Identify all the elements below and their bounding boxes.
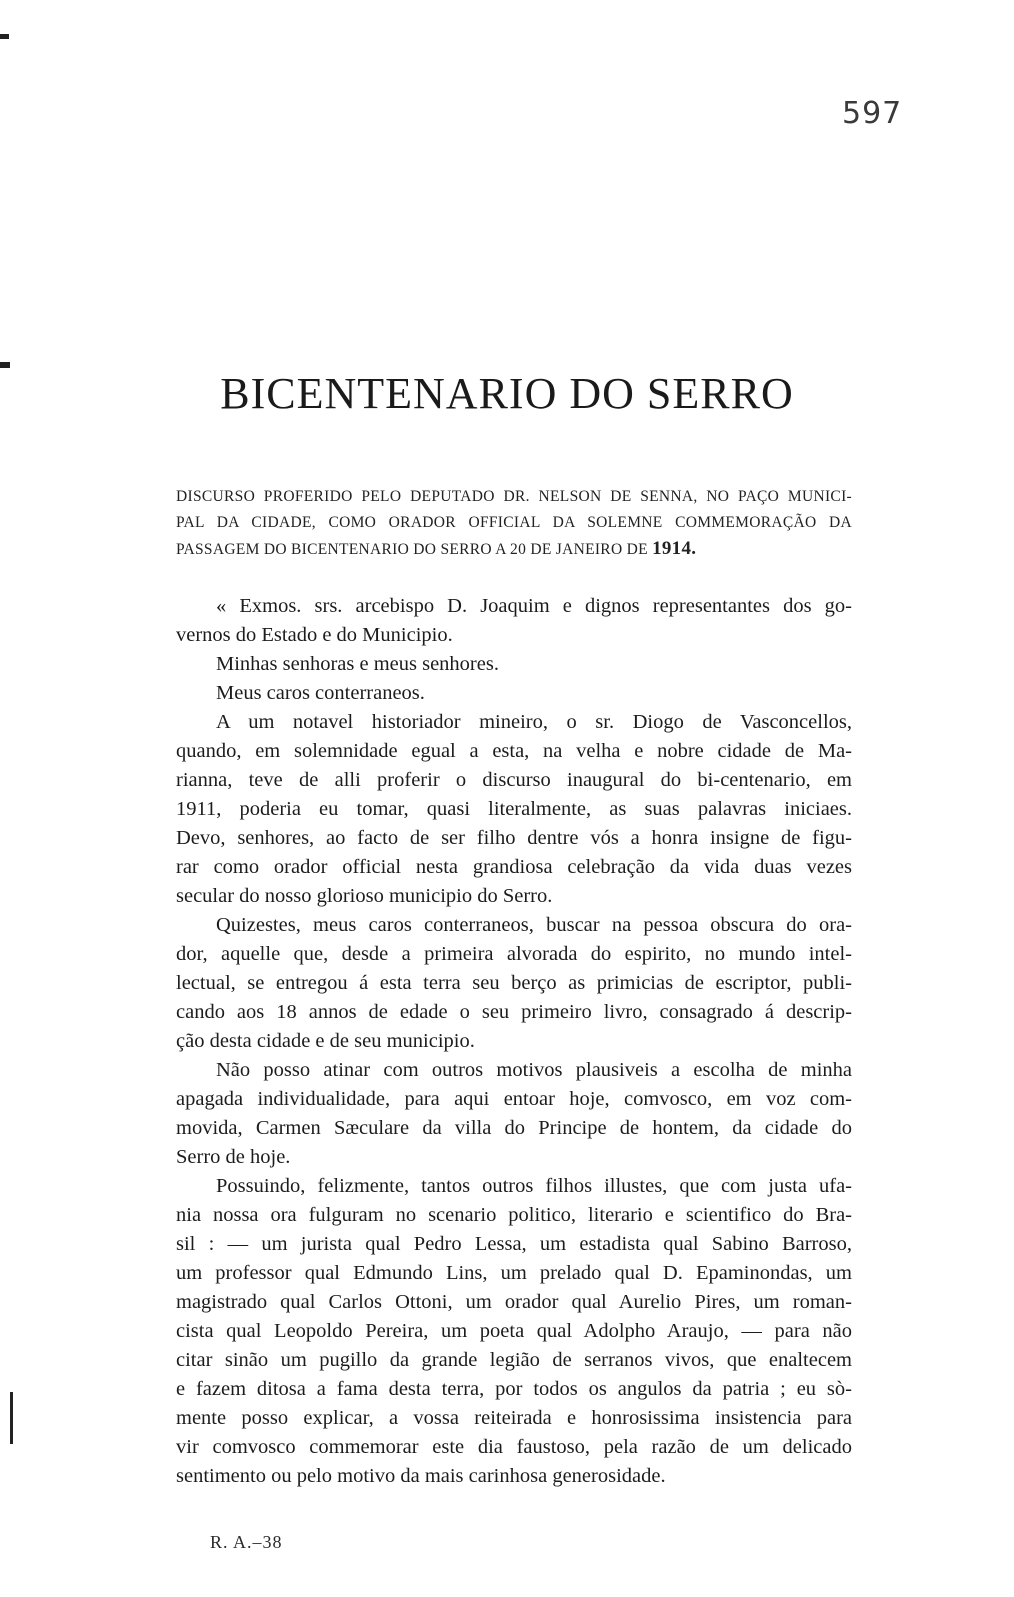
speech-body (176, 592, 852, 1491)
text-line: sentimento ou pelo motivo da mais carinhosa generosidade. (176, 1465, 666, 1487)
text-line: Serro de hoje. (176, 1146, 291, 1168)
text-line: sil : — um jurista qual Pedro Lessa, um estadista qual Sabino Barroso, (176, 1233, 852, 1255)
text-line: Não posso atinar com outros motivos plausiveis a escolha de minha (216, 1059, 852, 1081)
text-line: ção desta cidade e de seu municipio. (176, 1030, 475, 1052)
paragraph (176, 911, 852, 1056)
text-line: 1911, poderia eu tomar, quasi literalmente, as suas palavras iniciaes. (176, 798, 852, 820)
text-line: rar como orador official nesta grandiosa celebração da vida duas vezes (176, 856, 852, 878)
text-line: apagada individualidade, para aqui entoar hoje, comvosco, em voz com- (176, 1088, 852, 1110)
text-line: Quizestes, meus caros conterraneos, buscar na pessoa obscura do ora- (216, 914, 852, 936)
text-line: movida, Carmen Sæculare da villa do Principe de hontem, da cidade do (176, 1117, 852, 1139)
scan-mark (0, 34, 9, 39)
text-line: Meus caros conterraneos. (216, 682, 425, 704)
page-number: 597 (842, 96, 903, 131)
text-line: e fazem ditosa a fama desta terra, por todos os angulos da patria ; eu sò- (176, 1378, 852, 1400)
text-line: « Exmos. srs. arcebispo D. Joaquim e dignos representantes dos go- (216, 595, 852, 617)
scan-mark (0, 362, 10, 368)
page-title: BICENTENARIO DO SERRO (220, 369, 794, 418)
text-line: vir comvosco commemorar este dia faustoso, pela razão de um delicado (176, 1436, 852, 1458)
text-line: nia nossa ora fulguram no scenario politico, literario e scientifico do Bra- (176, 1204, 852, 1226)
subtitle (176, 484, 852, 563)
paragraph (176, 650, 852, 679)
paragraph (176, 1056, 852, 1172)
signature-footer: R. A.–38 (210, 1532, 283, 1552)
text-line: cando aos 18 annos de edade o seu primeiro livro, consagrado á descrip- (176, 1001, 852, 1023)
scan-mark (10, 1392, 13, 1444)
text-line: secular do nosso glorioso municipio do Serro. (176, 885, 553, 907)
text-line: dor, aquelle que, desde a primeira alvorada do espirito, no mundo intel- (176, 943, 852, 965)
text-line: cista qual Leopoldo Pereira, um poeta qual Adolpho Araujo, — para não (176, 1320, 852, 1342)
text-line: quando, em solemnidade egual a esta, na velha e nobre cidade de Ma- (176, 740, 852, 762)
text-line: Possuindo, felizmente, tantos outros filhos illustes, que com justa ufa- (216, 1175, 852, 1197)
text-line: citar sinão um pugillo da grande legião de serranos vivos, que enaltecem (176, 1349, 852, 1371)
subtitle-line: DISCURSO PROFERIDO PELO DEPUTADO DR. NELSON DE SENNA, NO PAÇO MUNICI- (176, 488, 852, 505)
subtitle-line-text: PASSAGEM DO BICENTENARIO DO SERRO A 20 DE JANEIRO DE (176, 541, 648, 558)
subtitle-line (176, 536, 852, 563)
paragraph (176, 592, 852, 650)
text-line: lectual, se entregou á esta terra seu berço as primicias de escriptor, publi- (176, 972, 852, 994)
text-line: um professor qual Edmundo Lins, um prelado qual D. Epaminondas, um (176, 1262, 852, 1284)
paragraph (176, 1172, 852, 1491)
subtitle-line: PAL DA CIDADE, COMO ORADOR OFFICIAL DA SOLEMNE COMMEMORAÇÃO DA (176, 514, 852, 531)
text-line: Minhas senhoras e meus senhores. (216, 653, 499, 675)
text-line: rianna, teve de alli proferir o discurso inaugural do bi-centenario, em (176, 769, 852, 791)
text-line: magistrado qual Carlos Ottoni, um orador qual Aurelio Pires, um roman- (176, 1291, 852, 1313)
text-line: A um notavel historiador mineiro, o sr. Diogo de Vasconcellos, (216, 711, 852, 733)
text-line: vernos do Estado e do Municipio. (176, 624, 453, 646)
subtitle-year: 1914. (652, 538, 697, 559)
text-line: Devo, senhores, ao facto de ser filho dentre vós a honra insigne de figu- (176, 827, 852, 849)
text-line: mente posso explicar, a vossa reiteirada e honrosissima insistencia para (176, 1407, 852, 1429)
paragraph (176, 708, 852, 911)
paragraph (176, 679, 852, 708)
